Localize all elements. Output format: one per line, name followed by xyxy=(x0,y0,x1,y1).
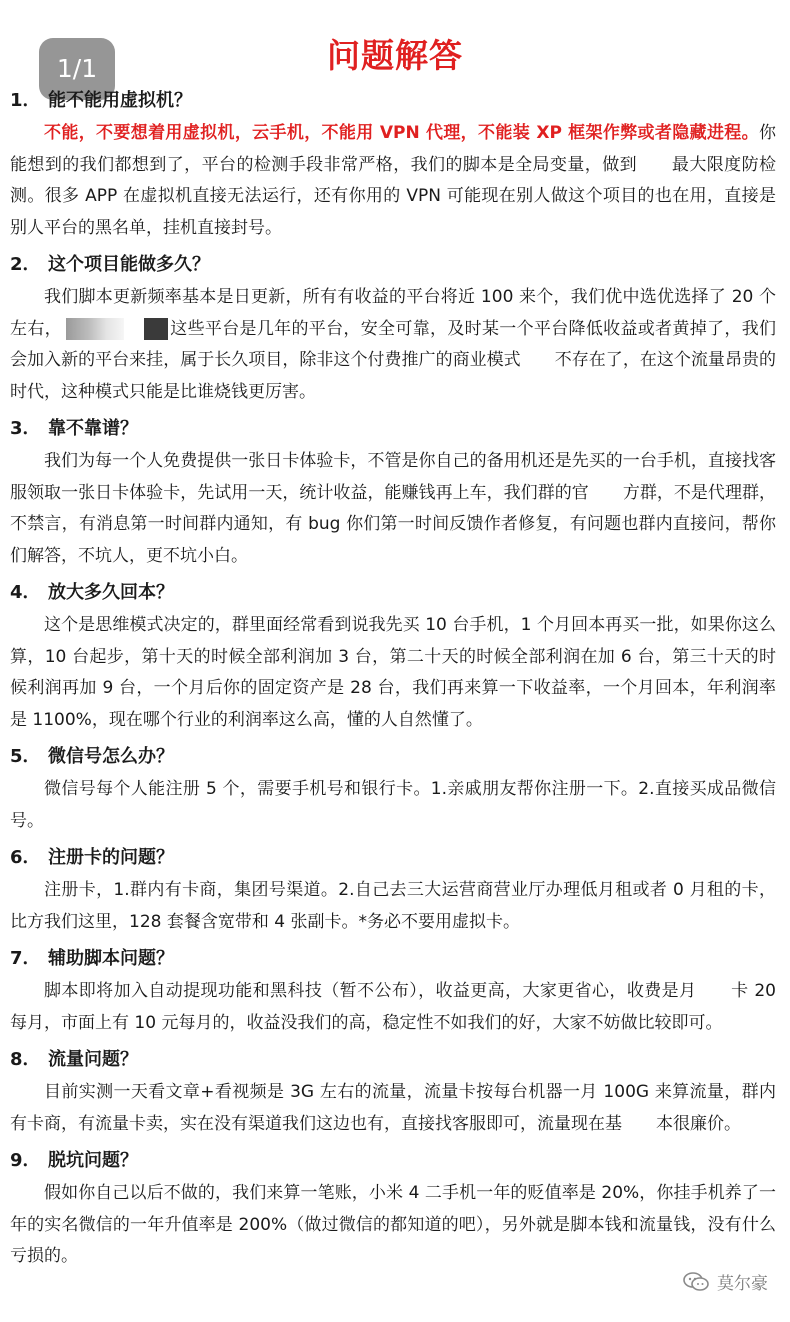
qa-item-9 xyxy=(10,1144,776,1273)
answer-text: 注册卡，1.群内有卡商，集团号渠道。2.自己去三大运营商营业厅办理低月租或者 0 月租的卡，比方我们这里，128 套餐含宽带和 4 张副卡。*务必不要用虚拟卡。 xyxy=(10,880,776,932)
question-number: 8． xyxy=(10,1049,41,1070)
question-heading xyxy=(10,248,776,282)
question-text: 流量问题？ xyxy=(48,1049,138,1070)
question-heading xyxy=(10,1043,776,1077)
answer-body-start: 我们脚本更新频率基本是日更新，所有有收益的平台将近 100 来个，我们优中选优选择了 20 个左右， xyxy=(10,287,776,339)
qa-item-6 xyxy=(10,841,776,938)
wechat-logo-icon xyxy=(683,1272,709,1292)
question-number: 9． xyxy=(10,1150,41,1171)
question-heading xyxy=(10,942,776,976)
question-number: 7． xyxy=(10,948,41,969)
redacted-blur-image xyxy=(66,318,124,340)
question-number: 6． xyxy=(10,847,41,868)
question-text: 靠不靠谱？ xyxy=(48,418,138,439)
answer-text: 目前实测一天看文章+看视频是 3G 左右的流量，流量卡按每台机器一月 100G 来算流量，群内有卡商，有流量卡卖，实在没有渠道我们这边也有，直接找客服即可，流量现在基 本很廉价。 xyxy=(10,1082,776,1134)
answer-body-end: 这些平台是几年的平台，安全可靠，及时某一个平台降低收益或者黄掉了，我们会加入新的平台来挂，属于长久项目，除非这个付费推广的商业模式 不存在了，在这个流量昂贵的时代，这种模式只能是比谁烧钱更厉害。 xyxy=(10,318,777,402)
watermark xyxy=(683,1269,768,1294)
question-heading xyxy=(10,84,776,118)
redacted-block-image xyxy=(144,318,168,340)
question-text: 能不能用虚拟机？ xyxy=(48,90,192,111)
answer-body: 你能想到的我们都想到了，平台的检测手段非常严格，我们的脚本是全局变量，做到 最大限度防检测。很多 APP 在虚拟机直接无法运行，还有你用的 VPN 可能现在别人做这个项目的也在用，直接是别人平台的黑名单，挂机直接封号。 xyxy=(10,123,776,238)
watermark-text: 莫尔豪 xyxy=(717,1274,768,1294)
question-heading xyxy=(10,412,776,446)
qa-list xyxy=(10,84,776,1277)
qa-item-7 xyxy=(10,942,776,1039)
qa-item-3 xyxy=(10,412,776,572)
question-number: 5． xyxy=(10,746,41,767)
answer-text: 微信号每个人能注册 5 个，需要手机号和银行卡。1.亲戚朋友帮你注册一下。2.直接买成品微信号。 xyxy=(10,779,776,831)
question-number: 2． xyxy=(10,254,41,275)
question-number: 4． xyxy=(10,582,41,603)
answer-text: 假如你自己以后不做的，我们来算一笔账，小米 4 二手机一年的贬值率是 20%，你挂手机养了一年的实名微信的一年升值率是 200%（做过微信的都知道的吧），另外就是脚本钱和流量钱，没有什么亏损的。 xyxy=(10,1183,776,1266)
question-heading xyxy=(10,841,776,875)
question-text: 放大多久回本？ xyxy=(48,582,174,603)
answer-text: 我们为每一个人免费提供一张日卡体验卡，不管是你自己的备用机还是先买的一台手机，直接找客服领取一张日卡体验卡，先试用一天，统计收益，能赚钱再上车，我们群的官 方群，不是代理群，不禁言，有消息第一时间群内通知，有 bug 你们第一时间反馈作者修复，有问题也群内直接问，帮你们解答，不坑人，更不坑小白。 xyxy=(10,451,776,566)
question-text: 脱坑问题？ xyxy=(48,1150,138,1171)
answer-text: 脚本即将加入自动提现功能和黑科技（暂不公布），收益更高，大家更省心，收费是月 卡 20 每月，市面上有 10 元每月的，收益没我们的高，稳定性不如我们的好，大家不妨做比较即可。 xyxy=(10,981,776,1033)
question-heading xyxy=(10,576,776,610)
qa-item-2 xyxy=(10,248,776,408)
question-heading xyxy=(10,1144,776,1178)
answer-text: 这个是思维模式决定的，群里面经常看到说我先买 10 台手机，1 个月回本再买一批，如果你这么算，10 台起步，第十天的时候全部利润加 3 台，第二十天的时候全部利润在加 6 台，第三十天的时候利润再加 9 台，一个月后你的固定资产是 28 台，我们再来算一下收益率，一个月回本，年利润率是 1100%，现在哪个行业的利润率这么高，懂的人自然懂了。 xyxy=(10,615,776,730)
qa-item-4 xyxy=(10,576,776,736)
qa-item-1 xyxy=(10,84,776,244)
question-text: 辅助脚本问题？ xyxy=(48,948,174,969)
question-text: 这个项目能做多久？ xyxy=(48,254,210,275)
question-text: 注册卡的问题？ xyxy=(48,847,174,868)
answer-text xyxy=(10,282,776,408)
page-title: 问题解答 xyxy=(327,36,463,75)
question-number: 3． xyxy=(10,418,41,439)
question-text: 微信号怎么办？ xyxy=(48,746,174,767)
qa-item-8 xyxy=(10,1043,776,1140)
question-number: 1． xyxy=(10,90,41,111)
page-indicator: 1/1 xyxy=(39,38,115,100)
qa-item-5 xyxy=(10,740,776,837)
answer-text xyxy=(10,118,776,244)
question-heading xyxy=(10,740,776,774)
warning-text: 不能，不要想着用虚拟机，云手机，不能用 VPN 代理，不能装 XP 框架作弊或者隐藏进程。 xyxy=(44,123,759,143)
